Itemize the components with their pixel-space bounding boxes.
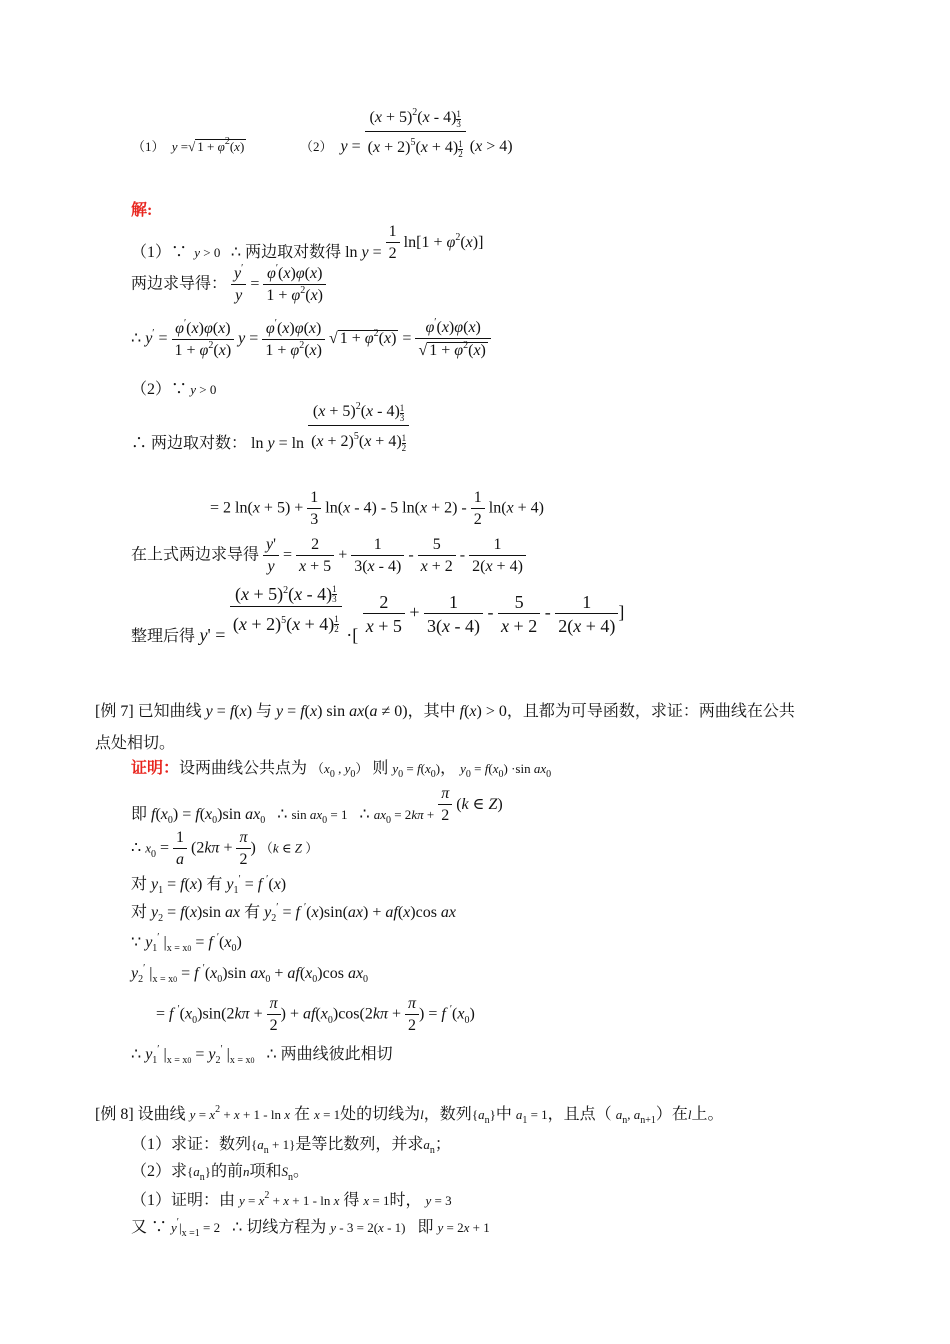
solution-label: 解: (131, 202, 153, 219)
example-8-question-2: （2）求$\{a_n\}$的前n项和$S_n$。 (131, 1163, 310, 1183)
proof-line-8: = f $'(x_0)\sin(2k\pi$ + $\frac{\pi}{2}$ ) + $af(x_0)\cos(2k\pi$ + $\frac{\pi}{2}$ ) = f $'(x_0)$ (156, 995, 475, 1034)
problem-part-1: （1） y =√ $1 + \varphi^2(x)$ (132, 136, 245, 154)
example-7-line-1: [例 7] 已知曲线 y = f(x) 与 y = f(x) sin ax(a ≠ 0)，其中 f(x) > 0，且都为可导函数，求证：两曲线在公共 (95, 703, 795, 720)
solution-step-7: 在上式两边求导得 $\frac{y'}{y}$ = $\frac{2}{x + 5}$ + $\frac{1}{3(x - 4)}$ - $\frac{5}{x + 2}$ - $\frac{1}{2(x + 4)}$ (131, 537, 526, 575)
solution-step-2: 两边求导得： $\frac{y'}{y}$ = $\frac{\varphi'(x)\varphi(x)}{1 + \varphi^2(x)}$ (131, 266, 326, 304)
solution-step-8: 整理后得 y' = $(x + 5)^2(x - 4)$ $\frac{1}{3}$ $(x + 2)^5(x + 4)$ $\frac{1}{2}$ ·[ $\frac{2}{x + 5}$ + $\frac{1}{3(x - 4)}$ - $\frac{5}{x + 2}$ - $\frac{1}{2(x + 4)}$ ] (131, 584, 625, 646)
solution-step-5: ∴ 两边取对数： ln y = ln $(x + 5)^2(x - 4)$ $\frac{1}{3}$ $(x + 2)^5(x + 4)$ $\frac{1}{2}$ (131, 404, 409, 453)
solution-step-4: （2）∵ y > 0 (131, 381, 217, 398)
solution-step-1: （1）∵ $_y$ $_{> 0}$ ∴ 两边取对数得 ln y = $\frac{1}{2}$ $\ln[1 + \varphi^2(x)]$ (131, 223, 484, 262)
problem-part-2: $_{(2)}$ y = $(x + 5)^2(x - 4)$ $\frac{1}{3}$ $(x + 2)^5(x + 4)$ $\frac{1}{2}$ (x > 4) (300, 107, 513, 159)
example-8-answer-2: 又 ∵ $y'|_{x =1} = 2$ ∴ 切线方程为 y - 3 = 2(x - 1) 即 y = 2x + 1 (131, 1217, 490, 1239)
proof-line-5: 对 $y_2 = f(x)\sin$ ax 有 $y_2' = f$ ′(x)sin(ax) + af(x)cos ax (131, 902, 457, 924)
example-8-answer-1: （1）证明：由 $y = x^2 + x + 1 - \ln x$ 得 x = 1时， y = 3 (131, 1190, 452, 1209)
example-8-question-1: （1）求证：数列$\{a_n + 1\}$是等比数列，并求$a_n$； (131, 1136, 451, 1156)
proof-line-6: ∵ $y_1'$ $|_{x = x0} = f$ $'(x_0)$ (131, 932, 242, 954)
proof-line-7: $y_2'$ $|_{x = x0} = f$ $'(x_0)\sin$ $ax_0 + af(x_0)\cos$ $ax_0$ (131, 963, 369, 985)
proof-conclusion: ∴ $y_1'$ $|_{x = x0} = y_2'$ $|_{x = x0}$ ∴ 两曲线彼此相切 (131, 1044, 393, 1066)
solution-step-6: = 2 ln(x + 5) + $\frac{1}{3}$ ln(x - 4) - 5 ln(x + 2) - $\frac{1}{2}$ ln(x + 4) (210, 489, 544, 528)
proof-line-1: 证明：设两曲线公共点为 （$x_0$ , $y_0$） 则 $y_0 = f(x_0)$， $y_0 = f(x_0) \cdot\sin$ $ax_0$ (131, 760, 552, 780)
solution-step-3: ∴ y′ = $\frac{\varphi'(x)\varphi(x)}{1 + \varphi^2(x)}$ y = $\frac{\varphi'(x)\varphi(x)}{1 + \varphi^2(x)}$ √ $1 + \varphi^2(x)$ = $\frac{\varphi'(x)\varphi(x)}{√ 1 + \varphi^2(x)}$ (131, 320, 491, 359)
example-8-line-1: [例 8] 设曲线 $y = x^2 + x + 1 - \ln x$ 在 x = 1处的切线为l，数列$\{a_n\}$中 $a_1 = 1$，且点（ $a_n$, $a_{n+1}$）在l上。 (95, 1104, 724, 1126)
example-7-line-2: 点处相切。 (95, 735, 176, 752)
proof-line-3: ∴ $x_0$ = $\frac{1}{a}$ (2kπ + $\frac{\pi}{2}$ ) （k ∈ Z ） (131, 829, 319, 868)
proof-line-4: 对 $y_1 = f(x)$ 有 $y_1' = f$ ′(x) (131, 874, 287, 896)
proof-line-2: 即 $f(x_0) = f(x_0)\sin$ $ax_0$ ∴ $\sin ax_0 = 1$ ∴ $ax_0 = 2k\pi$ + $\frac{\pi}{2}$ (k ∈ Z) (131, 785, 503, 826)
